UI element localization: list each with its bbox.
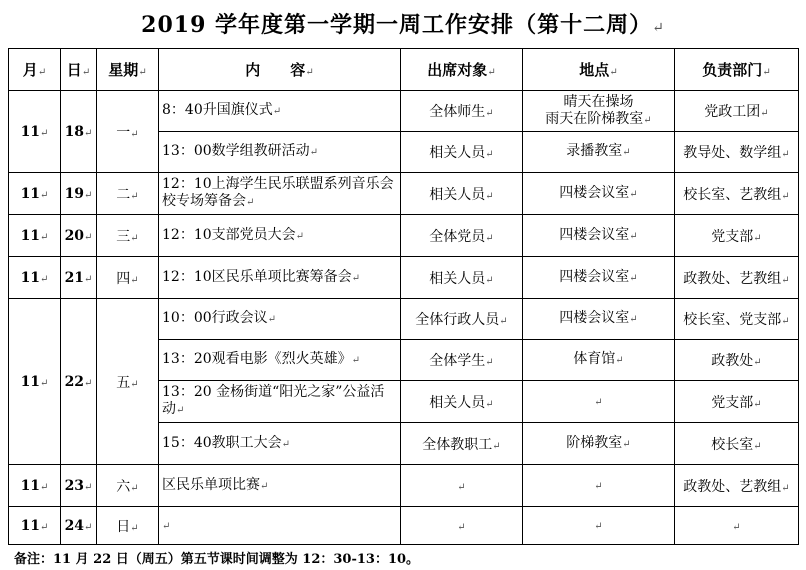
attendees-cell xyxy=(401,423,523,465)
dept-cell xyxy=(675,507,799,545)
content-cell-text: 12：10区民乐单项比赛筹备会 xyxy=(162,268,352,285)
paragraph-mark-icon: ↵ xyxy=(309,147,319,158)
month-cell xyxy=(9,299,61,465)
header-attendees: 出席对象↵ xyxy=(401,49,523,91)
header-row xyxy=(9,49,799,91)
dept-cell-text: 党支部 xyxy=(711,228,754,245)
paragraph-mark-icon: ↵ xyxy=(485,357,494,368)
paragraph-mark-icon: ↵ xyxy=(351,355,361,366)
location-cell xyxy=(523,215,675,257)
attendees-cell xyxy=(401,340,523,381)
paragraph-mark-icon: ↵ xyxy=(499,316,508,327)
weekday-cell xyxy=(97,215,159,257)
weekday-cell-text: 三 xyxy=(116,228,131,245)
schedule-table xyxy=(8,48,799,545)
paragraph-mark-icon: ↵ xyxy=(753,232,762,244)
dept-cell-text: 政教处、艺教组 xyxy=(683,478,782,495)
paragraph-mark-icon: ↵ xyxy=(781,190,790,202)
attendees-cell xyxy=(401,507,523,545)
paragraph-mark-icon: ↵ xyxy=(629,314,638,325)
paragraph-mark-icon: ↵ xyxy=(176,405,185,416)
weekday-cell xyxy=(97,91,159,173)
date-cell-text: 24 xyxy=(64,517,85,534)
location-line: 四楼会议室↵ xyxy=(559,226,638,243)
content-cell-text: 区民乐单项比赛 xyxy=(162,476,260,493)
paragraph-mark-icon: ↵ xyxy=(84,127,93,139)
location-cell xyxy=(523,507,675,545)
table-row xyxy=(9,215,799,257)
dept-cell-text: 校长室、党支部 xyxy=(683,312,782,328)
content-cell xyxy=(159,91,401,132)
dept-cell xyxy=(675,91,799,132)
attendees-cell xyxy=(401,299,523,340)
content-cell xyxy=(159,299,401,340)
paragraph-mark-icon: ↵ xyxy=(295,230,305,242)
weekday-cell xyxy=(97,465,159,507)
weekday-cell-text: 六 xyxy=(116,478,131,495)
location-line: 晴天在操场 xyxy=(563,93,634,110)
date-cell xyxy=(61,257,97,299)
paragraph-mark-icon: ↵ xyxy=(485,398,494,410)
paragraph-mark-icon: ↵ xyxy=(732,521,741,533)
header-dept: 负责部门↵ xyxy=(675,49,799,91)
paragraph-mark-icon: ↵ xyxy=(753,440,762,452)
paragraph-mark-icon: ↵ xyxy=(629,188,638,200)
weekday-cell xyxy=(97,173,159,215)
attendees-cell xyxy=(401,257,523,299)
date-cell-text: 18 xyxy=(64,123,85,140)
paragraph-mark-icon: ↵ xyxy=(781,149,790,160)
dept-cell-text: 党政工团 xyxy=(704,104,761,120)
paragraph-mark-icon: ↵ xyxy=(594,480,603,492)
paragraph-mark-icon: ↵ xyxy=(130,232,139,244)
location-cell xyxy=(523,340,675,381)
date-cell-text: 22 xyxy=(64,373,85,390)
paragraph-mark-icon: ↵ xyxy=(629,230,638,242)
paragraph-mark-icon: ↵ xyxy=(615,355,624,366)
weekday-cell-text: 日 xyxy=(116,518,131,535)
content-cell xyxy=(159,340,401,381)
content-cell-text: 10：00行政会议 xyxy=(162,310,268,326)
date-cell xyxy=(61,91,97,173)
content-cell-text: 13：00数学组教研活动 xyxy=(162,143,310,159)
paragraph-mark-icon: ↵ xyxy=(781,274,790,286)
location-line: 体育馆↵ xyxy=(573,351,624,367)
date-cell xyxy=(61,299,97,465)
attendees-cell-text: 全体师生 xyxy=(429,104,486,120)
dept-cell xyxy=(675,381,799,423)
month-cell-text: 11 xyxy=(20,477,41,494)
paragraph-mark-icon: ↵ xyxy=(130,378,139,390)
paragraph-mark-icon: ↵ xyxy=(40,273,49,285)
header-month: 月↵ xyxy=(9,49,61,91)
dept-cell-text: 政教处 xyxy=(711,353,754,369)
attendees-cell xyxy=(401,91,523,132)
paragraph-mark-icon: ↵ xyxy=(457,521,466,533)
paragraph-mark-icon: ↵ xyxy=(652,20,665,36)
date-cell-text: 19 xyxy=(64,185,85,202)
paragraph-mark-icon: ↵ xyxy=(40,481,49,493)
month-cell-text: 11 xyxy=(20,269,41,286)
paragraph-mark-icon: ↵ xyxy=(130,482,139,494)
paragraph-mark-icon: ↵ xyxy=(643,114,652,126)
content-cell xyxy=(159,423,401,465)
content-cell-text: 12：10支部党员大会 xyxy=(162,226,296,243)
content-cell xyxy=(159,132,401,173)
dept-cell-text: 校长室、艺教组 xyxy=(683,186,782,203)
location-line: 四楼会议室↵ xyxy=(559,268,638,285)
content-cell xyxy=(159,465,401,507)
content-cell-text: 8：40升国旗仪式 xyxy=(162,102,273,118)
paragraph-mark-icon: ↵ xyxy=(492,440,501,452)
table-row xyxy=(9,91,799,132)
paragraph-mark-icon: ↵ xyxy=(130,190,139,202)
month-cell-text: 11 xyxy=(20,185,41,202)
content-cell xyxy=(159,215,401,257)
paragraph-mark-icon: ↵ xyxy=(130,522,139,534)
attendees-cell-text: 相关人员 xyxy=(429,394,486,411)
paragraph-mark-icon: ↵ xyxy=(272,106,282,117)
content-cell-text: 12：10上海学生民乐联盟系列音乐会校专场筹备会 xyxy=(162,176,394,209)
dept-cell xyxy=(675,173,799,215)
footnote: 备注：11 月 22 日（周五）第五节课时间调整为 12：30-13：10。 xyxy=(14,552,420,567)
table-row xyxy=(9,173,799,215)
location-line: 录播教室↵ xyxy=(566,143,631,159)
paragraph-mark-icon: ↵ xyxy=(485,274,494,286)
month-cell xyxy=(9,465,61,507)
content-cell xyxy=(159,257,401,299)
dept-cell xyxy=(675,465,799,507)
dept-cell xyxy=(675,132,799,173)
date-cell xyxy=(61,465,97,507)
content-cell xyxy=(159,381,401,423)
dept-cell-text: 校长室 xyxy=(711,436,754,453)
paragraph-mark-icon: ↵ xyxy=(40,231,49,243)
month-cell xyxy=(9,215,61,257)
location-cell xyxy=(523,299,675,340)
location-line: 雨天在阶梯教室↵ xyxy=(545,110,652,127)
dept-cell xyxy=(675,215,799,257)
content-cell-text: 13：20观看电影《烈火英雄》 xyxy=(162,351,352,367)
dept-cell xyxy=(675,423,799,465)
paragraph-mark-icon: ↵ xyxy=(485,149,494,160)
paragraph-mark-icon: ↵ xyxy=(40,189,49,201)
table-row xyxy=(9,299,799,340)
month-cell-text: 11 xyxy=(20,227,41,244)
attendees-cell xyxy=(401,215,523,257)
attendees-cell xyxy=(401,465,523,507)
paragraph-mark-icon: ↵ xyxy=(84,481,93,493)
paragraph-mark-icon: ↵ xyxy=(594,396,603,408)
paragraph-mark-icon: ↵ xyxy=(162,520,171,532)
weekday-cell-text: 一 xyxy=(116,124,131,141)
paragraph-mark-icon: ↵ xyxy=(629,272,638,284)
content-cell xyxy=(159,173,401,215)
month-cell xyxy=(9,173,61,215)
paragraph-mark-icon: ↵ xyxy=(84,521,93,533)
paragraph-mark-icon: ↵ xyxy=(130,128,139,140)
paragraph-mark-icon: ↵ xyxy=(260,480,269,492)
weekday-cell-text: 二 xyxy=(116,186,131,203)
date-cell-text: 20 xyxy=(64,227,85,244)
attendees-cell-text: 全体学生 xyxy=(429,353,486,369)
dept-cell xyxy=(675,299,799,340)
paragraph-mark-icon: ↵ xyxy=(84,273,93,285)
attendees-cell xyxy=(401,132,523,173)
month-cell xyxy=(9,91,61,173)
paragraph-mark-icon: ↵ xyxy=(485,190,494,202)
paragraph-mark-icon: ↵ xyxy=(40,127,49,139)
title-text: 2019 学年度第一学期一周工作安排（第十二周） xyxy=(141,12,653,38)
month-cell xyxy=(9,257,61,299)
dept-cell xyxy=(675,257,799,299)
paragraph-mark-icon: ↵ xyxy=(130,274,139,286)
month-cell-text: 11 xyxy=(20,373,41,390)
location-line: 四楼会议室↵ xyxy=(559,310,638,326)
table-row xyxy=(9,465,799,507)
paragraph-mark-icon: ↵ xyxy=(622,147,631,158)
month-cell-text: 11 xyxy=(20,517,41,534)
dept-cell-text: 党支部 xyxy=(711,394,754,411)
content-cell xyxy=(159,507,401,545)
schedule-body xyxy=(9,91,799,545)
header-day: 日↵ xyxy=(61,49,97,91)
location-cell xyxy=(523,381,675,423)
paragraph-mark-icon: ↵ xyxy=(281,438,291,450)
header-content: 内 容↵ xyxy=(159,49,401,91)
paragraph-mark-icon: ↵ xyxy=(267,314,277,325)
paragraph-mark-icon: ↵ xyxy=(457,481,466,493)
location-cell xyxy=(523,132,675,173)
paragraph-mark-icon: ↵ xyxy=(781,482,790,494)
paragraph-mark-icon: ↵ xyxy=(40,521,49,533)
content-cell-text: 15：40教职工大会 xyxy=(162,434,282,451)
dept-cell-text: 教导处、数学组 xyxy=(683,145,782,161)
attendees-cell-text: 全体教职工 xyxy=(422,436,493,453)
location-cell xyxy=(523,465,675,507)
paragraph-mark-icon: ↵ xyxy=(84,189,93,201)
location-cell xyxy=(523,257,675,299)
page-title xyxy=(0,8,806,39)
location-cell xyxy=(523,423,675,465)
paragraph-mark-icon: ↵ xyxy=(760,108,769,119)
attendees-cell-text: 全体党员 xyxy=(429,228,486,245)
paragraph-mark-icon: ↵ xyxy=(246,197,255,208)
weekday-cell-text: 五 xyxy=(116,374,131,391)
location-line: 阶梯教室↵ xyxy=(566,434,631,451)
attendees-cell-text: 相关人员 xyxy=(429,186,486,203)
date-cell xyxy=(61,173,97,215)
header-weekday: 星期↵ xyxy=(97,49,159,91)
paragraph-mark-icon: ↵ xyxy=(84,231,93,243)
weekday-cell xyxy=(97,257,159,299)
attendees-cell-text: 相关人员 xyxy=(429,270,486,287)
paragraph-mark-icon: ↵ xyxy=(40,377,49,389)
date-cell-text: 23 xyxy=(64,477,85,494)
date-cell xyxy=(61,215,97,257)
dept-cell-text: 政教处、艺教组 xyxy=(683,270,782,287)
attendees-cell-text: 全体行政人员 xyxy=(415,312,500,328)
dept-cell xyxy=(675,340,799,381)
attendees-cell xyxy=(401,173,523,215)
content-cell-text: 13：20 金杨街道“阳光之家”公益活动 xyxy=(162,384,385,417)
weekday-cell-text: 四 xyxy=(116,270,131,287)
table-row xyxy=(9,507,799,545)
paragraph-mark-icon: ↵ xyxy=(485,232,494,244)
month-cell-text: 11 xyxy=(20,123,41,140)
header-location: 地点↵ xyxy=(523,49,675,91)
date-cell-text: 21 xyxy=(64,269,85,286)
paragraph-mark-icon: ↵ xyxy=(781,316,790,327)
attendees-cell-text: 相关人员 xyxy=(429,145,486,161)
weekday-cell xyxy=(97,507,159,545)
date-cell xyxy=(61,507,97,545)
location-cell xyxy=(523,91,675,132)
weekday-cell xyxy=(97,299,159,465)
location-line: 四楼会议室↵ xyxy=(559,184,638,201)
table-row xyxy=(9,257,799,299)
paragraph-mark-icon: ↵ xyxy=(753,398,762,410)
location-cell xyxy=(523,173,675,215)
month-cell xyxy=(9,507,61,545)
paragraph-mark-icon: ↵ xyxy=(622,438,631,450)
paragraph-mark-icon: ↵ xyxy=(594,520,603,532)
attendees-cell xyxy=(401,381,523,423)
paragraph-mark-icon: ↵ xyxy=(485,108,494,119)
paragraph-mark-icon: ↵ xyxy=(351,272,361,284)
paragraph-mark-icon: ↵ xyxy=(84,377,93,389)
paragraph-mark-icon: ↵ xyxy=(753,357,762,368)
